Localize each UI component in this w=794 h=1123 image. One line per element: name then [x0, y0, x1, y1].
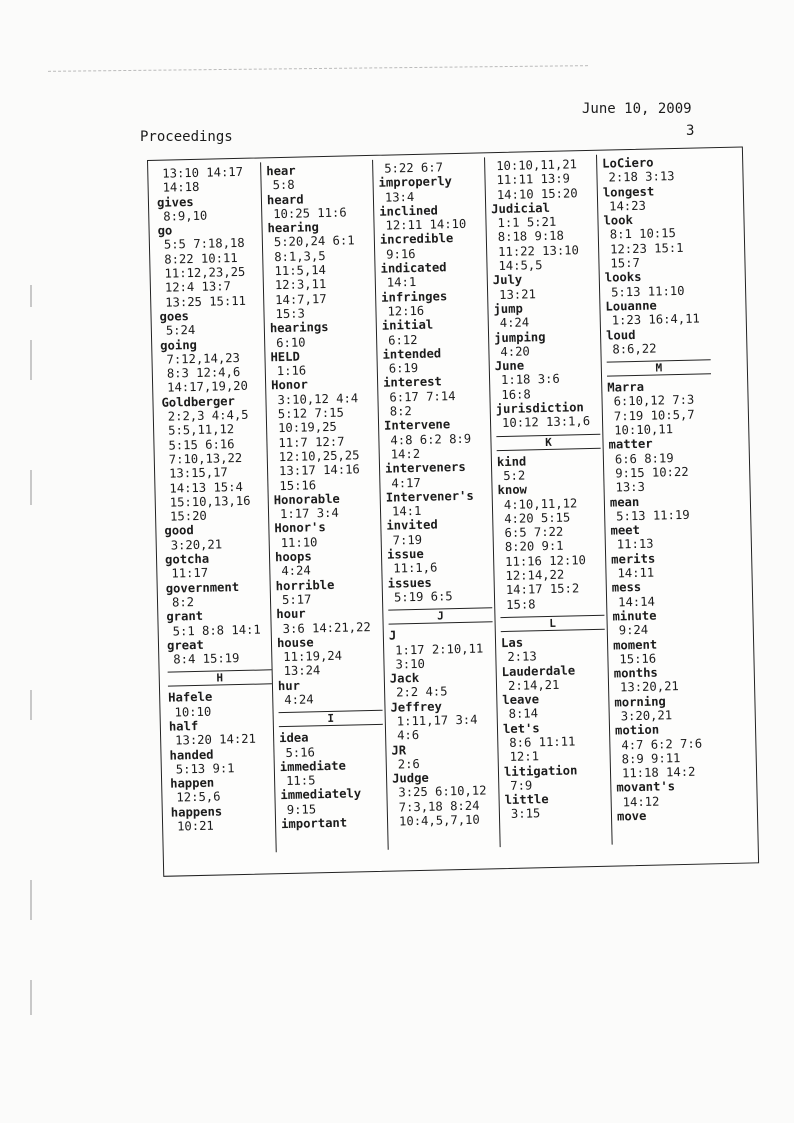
page-line-ref: 10:10,11	[614, 422, 674, 438]
page-line-ref: 11:5	[285, 773, 316, 789]
page-line-ref: 13:21	[498, 286, 536, 302]
index-term: Honorable	[273, 491, 340, 508]
page-line-ref: 14:5,5	[498, 258, 543, 274]
index-term: look	[603, 213, 634, 228]
page-line-ref: 3:10	[395, 656, 426, 672]
index-term: interest	[382, 374, 442, 391]
page-line-ref: 5:20,24 6:1	[273, 233, 355, 250]
page-line-ref: 11:5,14	[274, 263, 327, 279]
page-line-ref: 13:17 14:16	[278, 462, 360, 479]
section-letter: I	[279, 710, 383, 727]
index-term: looks	[604, 270, 642, 286]
page-line-ref: 6:10	[276, 335, 306, 350]
section-letter: L	[500, 615, 604, 632]
index-term: hur	[277, 678, 301, 693]
index-term: idea	[278, 730, 309, 746]
page-line-ref: 1:11,17 3:4	[396, 712, 478, 729]
index-term: Judge	[391, 770, 429, 786]
page-line-ref: 13:3	[615, 480, 646, 495]
page-line-ref: 2:2 4:5	[395, 684, 448, 700]
index-term: grant	[166, 609, 204, 624]
page-number: 3	[686, 123, 695, 139]
page-line-ref: 8:1,3,5	[274, 248, 326, 264]
index-term: minute	[612, 608, 657, 624]
page-line-ref: 9:15 10:22	[615, 464, 689, 481]
page-line-ref: 11:19,24	[283, 648, 343, 665]
index-term: hearing	[267, 220, 320, 236]
header-date: June 10, 2009	[582, 101, 692, 117]
index-term: little	[504, 792, 549, 808]
index-term: mean	[609, 494, 640, 510]
page-line-ref: 6:12	[387, 332, 418, 348]
index-term: government	[165, 579, 240, 596]
page-line-ref: 9:15	[286, 802, 317, 817]
page-line-ref: 11:13	[616, 537, 654, 552]
page-line-ref: 14:12	[622, 794, 660, 810]
page-line-ref: 12:10,25,25	[278, 448, 360, 465]
binding-mark	[30, 880, 32, 920]
index-term: initial	[381, 317, 434, 333]
page-line-ref: 10:12 13:1,6	[501, 414, 591, 431]
page-line-ref: 11:18 14:2	[621, 764, 696, 781]
index-term: Judicial	[491, 200, 551, 217]
index-term: jumping	[493, 329, 546, 345]
index-term: invited	[386, 517, 438, 534]
page-line-ref: 5:13 11:19	[616, 507, 690, 524]
page-line-ref: 3:10,12 4:4	[277, 391, 359, 407]
index-term: J	[388, 628, 397, 643]
page-line-ref: 12:16	[387, 303, 425, 319]
page-line-ref: 3:15	[510, 806, 541, 822]
page-line-ref: 14:1	[391, 503, 422, 519]
index-term: important	[280, 815, 348, 832]
index-term: heard	[266, 192, 304, 207]
page-line-ref: 14:13 15:4	[169, 479, 243, 496]
index-term: good	[164, 523, 194, 539]
page-line-ref: 4:24	[499, 315, 530, 331]
index-term: Lauderdale	[501, 662, 576, 679]
page-line-ref: 8:2	[171, 594, 195, 610]
page-line-ref: 12:5,6	[176, 789, 221, 805]
page-line-ref: 12:11 14:10	[385, 216, 467, 233]
page-line-ref: 14:18	[162, 180, 200, 195]
page-line-ref: 16:8	[501, 387, 531, 402]
page-line-ref: 5:12 7:15	[277, 405, 344, 422]
index-term: indicated	[380, 260, 447, 276]
index-term: matter	[608, 436, 653, 452]
index-term: LoCiero	[602, 155, 654, 171]
index-term: improperly	[378, 174, 453, 191]
page-line-ref: 15:16	[279, 477, 317, 493]
page-line-ref: 4:8 6:2 8:9	[390, 431, 472, 448]
binding-mark	[30, 980, 32, 1015]
index-term: kind	[496, 454, 527, 469]
page-line-ref: 2:18 3:13	[608, 169, 675, 185]
index-term: infringes	[381, 288, 448, 305]
page-line-ref: 5:17	[281, 592, 312, 607]
page-line-ref: 8:6 11:11	[509, 734, 576, 750]
index-term: Honor	[270, 377, 308, 393]
index-term: happens	[170, 804, 223, 820]
index-term: Marra	[607, 379, 645, 395]
page-line-ref: 15:20	[169, 508, 207, 524]
page-line-ref: 3:6 14:21,22	[282, 619, 371, 636]
page-line-ref: 7:19 10:5,7	[613, 407, 695, 424]
page-line-ref: 11:1,6	[393, 560, 438, 576]
page-line-ref: 5:2	[503, 468, 526, 483]
page-line-ref: 1:17 3:4	[279, 505, 339, 522]
page-line-ref: 6:10,12 7:3	[613, 393, 695, 409]
index-term: going	[160, 337, 198, 353]
page-line-ref: 8:22 10:11	[164, 250, 238, 267]
page-line-ref: 7:9	[510, 778, 533, 793]
binding-mark	[30, 285, 32, 307]
page-line-ref: 1:23 16:4,11	[611, 311, 700, 328]
index-term: goes	[159, 309, 190, 324]
page-line-ref: 3:25 6:10,12	[398, 783, 487, 800]
page-line-ref: 1:18 3:6	[500, 372, 560, 388]
page-line-ref: 13:15,17	[168, 465, 228, 481]
section-letter: H	[168, 670, 272, 687]
page-line-ref: 4:20 5:15	[504, 510, 571, 526]
page-line-ref: 5:24	[165, 323, 196, 338]
page-line-ref: 5:13 11:10	[610, 283, 685, 300]
page-line-ref: 12:3,11	[274, 277, 327, 293]
index-column	[490, 157, 613, 822]
index-column	[602, 154, 725, 824]
index-term: issue	[386, 546, 424, 562]
index-term: Las	[500, 635, 524, 650]
page-line-ref: 6:17 7:14	[389, 388, 456, 405]
page-line-ref: 8:9 9:11	[621, 750, 681, 767]
index-column	[266, 162, 389, 832]
index-term: interveners	[384, 460, 466, 476]
index-term: house	[276, 635, 314, 650]
page-line-ref: 14:17,19,20	[167, 379, 249, 396]
page-line-ref: 14:23	[609, 198, 647, 214]
index-term: morning	[614, 694, 666, 710]
page-line-ref: 5:13 9:1	[175, 761, 235, 777]
page-line-ref: 5:22 6:7	[384, 160, 444, 176]
page-line-ref: 13:4	[384, 189, 415, 205]
index-term: June	[494, 358, 525, 374]
index-term: longest	[602, 184, 655, 200]
index-term: litigation	[503, 762, 578, 779]
scan-artifact-line	[48, 65, 588, 72]
index-term: know	[497, 482, 528, 498]
section-letter: K	[496, 433, 600, 450]
page-line-ref: 8:18 9:18	[497, 229, 565, 245]
page-line-ref: 13:24	[283, 663, 321, 679]
index-term: Intervener's	[385, 488, 474, 505]
index-term: hoops	[274, 549, 312, 565]
page-line-ref: 7:10,13,22	[168, 450, 243, 467]
page-line-ref: 10:10,11,21	[496, 157, 578, 174]
page-line-ref: 12:4 13:7	[164, 279, 232, 295]
page-line-ref: 2:14,21	[507, 677, 560, 693]
index-term: mess	[611, 580, 642, 595]
page-line-ref: 5:19 6:5	[393, 589, 453, 605]
index-term: jurisdiction	[495, 400, 584, 417]
page-line-ref: 1:16	[276, 363, 307, 379]
page-line-ref: 5:15 6:16	[168, 436, 235, 453]
page-line-ref: 11:17	[171, 566, 209, 581]
page-line-ref: 10:25 11:6	[273, 205, 347, 222]
section-letter: M	[607, 359, 711, 376]
page-line-ref: 4:24	[281, 563, 311, 579]
index-term: Jack	[389, 671, 420, 686]
page-line-ref: 11:16 12:10	[505, 552, 587, 569]
page-line-ref: 14:1	[386, 275, 417, 290]
index-term: move	[616, 808, 647, 824]
page-line-ref: 8:9,10	[163, 208, 208, 224]
page-line-ref: 4:6	[396, 728, 420, 743]
index-term: great	[166, 637, 204, 653]
index-term: immediate	[279, 758, 346, 775]
index-term: meet	[610, 523, 641, 538]
page-line-ref: 7:19	[392, 532, 423, 548]
page-line-ref: 15:10,13,16	[169, 493, 251, 510]
page-line-ref: 10:21	[176, 818, 214, 834]
index-term: movant's	[616, 779, 676, 795]
index-term: Hafele	[168, 690, 213, 706]
index-term: half	[168, 718, 199, 734]
index-term: jump	[493, 301, 523, 317]
page-line-ref: 2:2,3 4:4,5	[167, 407, 249, 424]
page-line-ref: 9:24	[618, 622, 649, 638]
index-term: hour	[276, 606, 306, 622]
page-line-ref: 5:5 7:18,18	[163, 236, 245, 253]
page-line-ref: 4:20	[500, 344, 530, 359]
page-line-ref: 7:12,14,23	[166, 350, 241, 367]
page-line-ref: 3:20,21	[620, 708, 673, 724]
index-term: immediately	[280, 786, 362, 803]
index-term: handed	[169, 747, 214, 763]
page-line-ref: 11:7 12:7	[278, 434, 345, 450]
page-line-ref: 15:8	[506, 596, 536, 612]
page-line-ref: 14:10 15:20	[496, 185, 578, 202]
page-line-ref: 3:20,21	[170, 537, 223, 553]
binding-mark	[30, 340, 32, 380]
page-line-ref: 6:6 8:19	[614, 450, 674, 467]
index-term: hearings	[269, 320, 329, 336]
page-line-ref: 13:25 15:11	[165, 293, 247, 310]
index-term: go	[157, 223, 173, 238]
page-line-ref: 10:4,5,7,10	[398, 812, 480, 829]
page-line-ref: 4:10,11,12	[503, 495, 578, 512]
index-column	[378, 159, 501, 829]
binding-mark	[30, 470, 32, 505]
index-term: months	[613, 665, 658, 681]
page-line-ref: 13:20,21	[619, 679, 679, 695]
binding-mark	[30, 690, 32, 720]
index-term: horrible	[275, 577, 335, 593]
index-term: Jeffrey	[390, 699, 443, 715]
index-term: Goldberger	[161, 393, 236, 410]
page-line-ref: 10:19,25	[277, 420, 337, 436]
index-term: gives	[156, 194, 194, 210]
page-line-ref: 4:7 6:2 7:6	[621, 736, 703, 752]
page-line-ref: 11:12,23,25	[164, 264, 246, 281]
page-line-ref: 8:1 10:15	[609, 226, 677, 243]
page-line-ref: 15:3	[275, 306, 306, 322]
index-term: let's	[502, 720, 540, 736]
page-line-ref: 6:5 7:22	[504, 524, 564, 541]
index-term: inclined	[379, 203, 439, 219]
index-term: moment	[612, 637, 658, 653]
page-line-ref: 6:19	[388, 361, 419, 376]
index-term: leave	[502, 692, 540, 708]
page-line-ref: 2:13	[507, 649, 537, 665]
page-line-ref: 11:11 13:9	[496, 171, 571, 188]
page-line-ref: 5:16	[285, 744, 315, 760]
page-line-ref: 8:6,22	[612, 341, 657, 357]
page-line-ref: 5:1 8:8 14:1	[172, 622, 261, 639]
index-term: happen	[169, 775, 215, 791]
page-line-ref: 12:14,22	[505, 567, 565, 583]
page-line-ref: 9:16	[386, 246, 416, 262]
page-line-ref: 14:14	[617, 594, 655, 610]
page-line-ref: 15:16	[619, 651, 657, 667]
page-line-ref: 14:7,17	[275, 291, 327, 307]
page-line-ref: 4:17	[391, 475, 421, 491]
page-line-ref: 10:10	[174, 704, 212, 720]
page-line-ref: 1:17 2:10,11	[395, 640, 484, 657]
index-term: merits	[611, 551, 656, 567]
section-letter: J	[388, 607, 492, 624]
index-term: intended	[382, 346, 442, 362]
page-line-ref: 8:14	[508, 706, 539, 722]
page-line-ref: 1:1 5:21	[497, 214, 557, 231]
index-term: loud	[605, 327, 636, 343]
index-term: Louanne	[605, 298, 657, 314]
page-line-ref: 2:6	[397, 756, 420, 772]
page-line-ref: 8:2	[389, 404, 412, 419]
page-line-ref: 14:11	[617, 565, 655, 581]
page-line-ref: 7:3,18 8:24	[398, 798, 480, 815]
page-line-ref: 13:20 14:21	[175, 731, 257, 748]
index-term: incredible	[379, 231, 454, 248]
page-line-ref: 15:7	[610, 255, 640, 271]
index-term: Honor's	[274, 520, 326, 536]
index-term: JR	[391, 742, 407, 758]
index-term: gotcha	[164, 551, 210, 567]
page-line-ref: 11:10	[280, 534, 318, 550]
page-line-ref: 11:22 13:10	[498, 243, 580, 259]
page-line-ref: 5:5,11,12	[167, 422, 235, 438]
page-line-ref: 8:20 9:1	[504, 539, 564, 555]
index-term: hear	[266, 163, 296, 179]
index-term: motion	[614, 722, 660, 738]
page-line-ref: 8:4 15:19	[173, 651, 240, 667]
index-frame	[147, 146, 759, 876]
page-line-ref: 14:17 15:2	[505, 581, 580, 598]
page-line-ref: 14:2	[390, 446, 421, 462]
page-line-ref: 12:23 15:1	[609, 240, 684, 257]
index-column	[156, 164, 279, 834]
index-term: HELD	[270, 349, 301, 365]
header-title: Proceedings	[140, 129, 233, 145]
page-line-ref: 8:3 12:4,6	[166, 365, 241, 381]
index-term: July	[492, 272, 523, 288]
index-term: Intervene	[383, 417, 451, 434]
page-line-ref: 13:10 14:17	[162, 164, 244, 181]
page-line-ref: 5:8	[272, 177, 295, 193]
page-line-ref: 12:1	[509, 749, 540, 765]
page-line-ref: 4:24	[284, 692, 314, 708]
index-term: issues	[387, 575, 432, 591]
